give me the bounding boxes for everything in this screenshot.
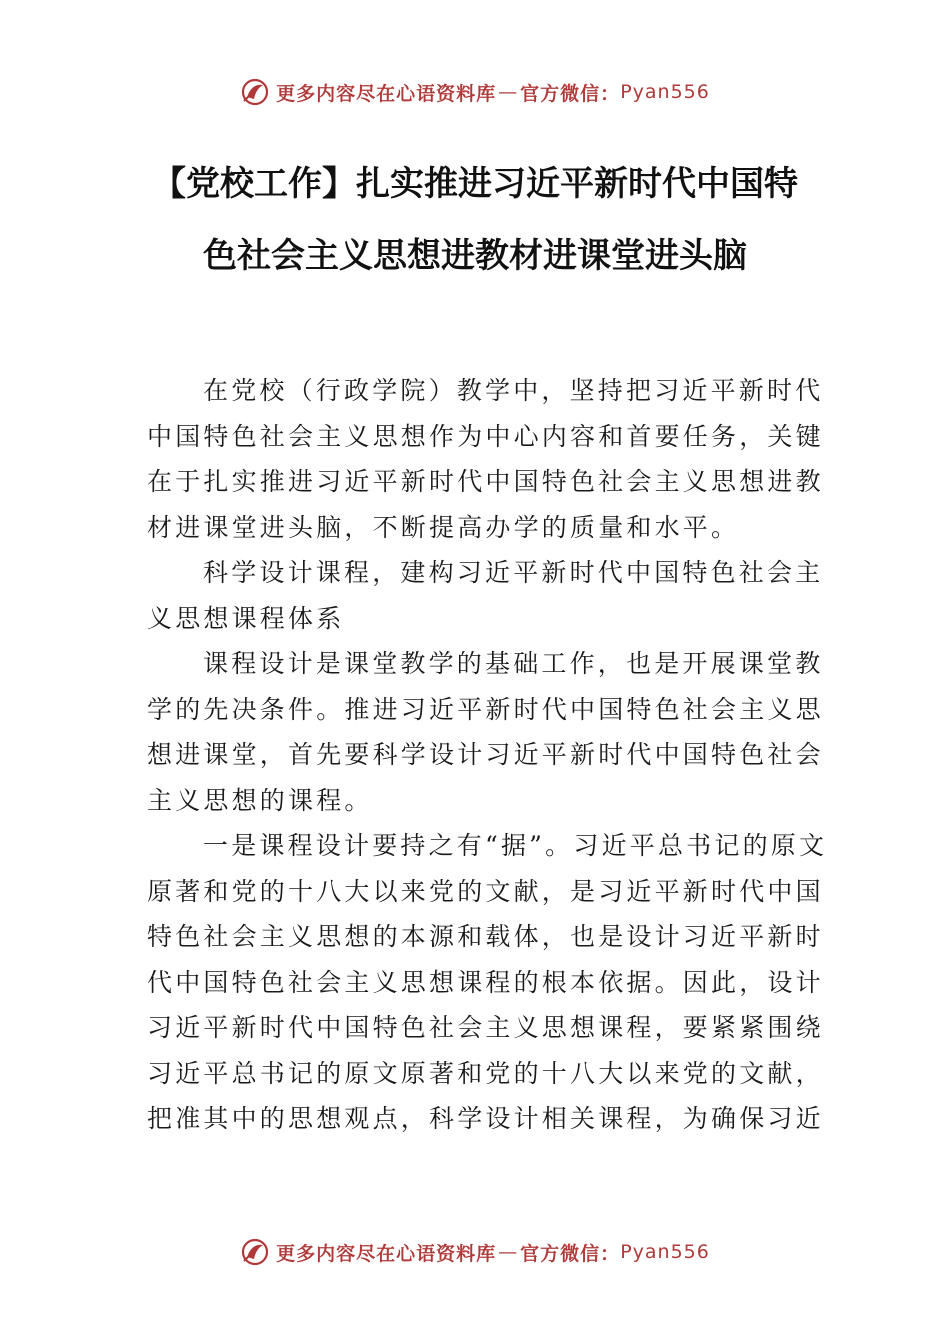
watermark-contact-label: 官方微信：: [520, 82, 621, 105]
title-line: 【党校工作】扎实推进习近平新时代中国特: [152, 164, 798, 204]
watermark-brand-text: 更多内容尽在心语资料库: [276, 1242, 497, 1265]
document-title: [120, 148, 830, 292]
text-line: 课程设计是课堂教学的基础工作，也是开展课堂教: [203, 649, 824, 678]
watermark-contact-id: Pyan556: [620, 1241, 710, 1263]
text-line: 在党校（行政学院）教学中，坚持把习近平新时代: [203, 376, 824, 405]
text-line: 原著和党的十八大以来党的文献，是习近平新时代中国: [147, 876, 824, 906]
watermark-contact-id: Pyan556: [620, 81, 710, 103]
text-line: 代中国特色社会主义思想课程的根本依据。因此，设计: [147, 967, 824, 997]
watermark-separator: —: [498, 81, 519, 103]
text-line: 一是课程设计要持之有“据”。习近平总书记的原文: [203, 831, 828, 860]
document-body: [147, 368, 828, 1142]
text-line: 特色社会主义思想的本源和载体，也是设计习近平新时: [147, 922, 824, 951]
body-paragraph: [147, 641, 824, 823]
title-line: 色社会主义思想进教材进课堂进头脑: [203, 236, 747, 276]
text-line: 习近平新时代中国特色社会主义思想课程，要紧紧围绕: [147, 1013, 824, 1042]
section-heading-paragraph: [147, 550, 824, 641]
text-line: 科学设计课程，建构习近平新时代中国特色社会主: [203, 558, 824, 587]
watermark-separator: —: [498, 1241, 519, 1263]
seal-logo-icon: [240, 1237, 270, 1267]
text-line: 中国特色社会主义思想作为中心内容和首要任务，关键: [147, 421, 824, 451]
footer-watermark: [0, 1232, 950, 1272]
header-watermark: [0, 72, 950, 112]
seal-logo-icon: [240, 77, 270, 107]
watermark-contact-label: 官方微信：: [520, 1242, 621, 1265]
text-line: 义思想课程体系: [147, 603, 345, 633]
text-line: 学的先决条件。推进习近平新时代中国特色社会主义思: [147, 694, 824, 724]
watermark-brand-text: 更多内容尽在心语资料库: [276, 82, 497, 105]
text-line: 想进课堂，首先要科学设计习近平新时代中国特色社会: [147, 740, 824, 769]
body-paragraph: [147, 368, 824, 550]
text-line: 习近平总书记的原文原著和党的十八大以来党的文献，: [147, 1058, 824, 1088]
body-paragraph: [147, 823, 828, 1142]
text-line: 主义思想的课程。: [147, 785, 373, 815]
text-line: 把准其中的思想观点，科学设计相关课程，为确保习近: [147, 1104, 824, 1133]
text-line: 在于扎实推进习近平新时代中国特色社会主义思想进教: [147, 467, 824, 496]
text-line: 材进课堂进头脑，不断提高办学的质量和水平。: [147, 512, 740, 542]
